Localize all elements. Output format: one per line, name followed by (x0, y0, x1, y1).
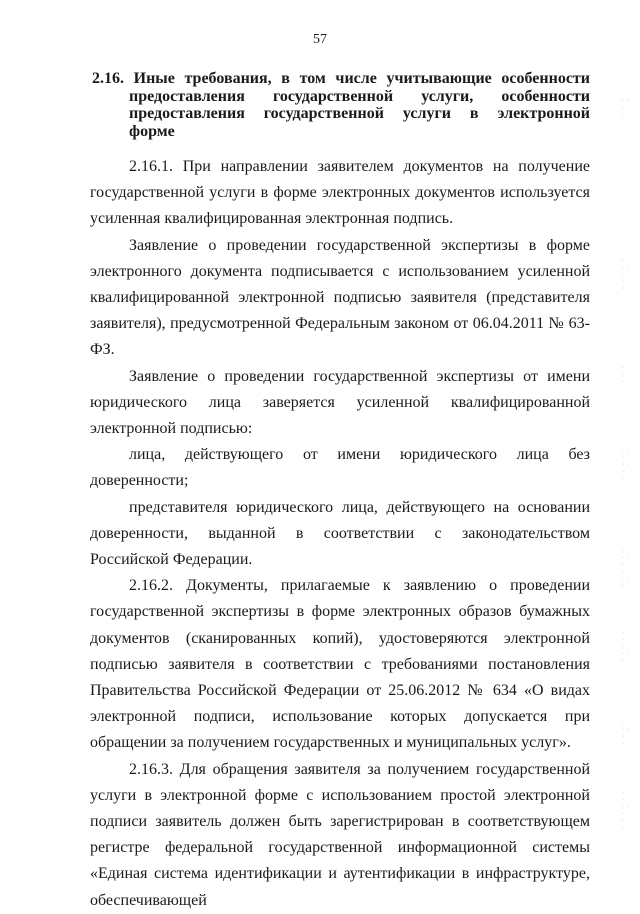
scan-noise: · · · · · · · (622, 448, 631, 482)
paragraph-2-16-1: 2.16.1. При направлении заявителем документов на получение государственной услуги в форме электронных документов используется усиленная квалифицированная электронная подпись. (90, 158, 590, 228)
scan-noise: · · · · · · · (622, 790, 631, 831)
scan-noise: · · · · (622, 98, 631, 118)
paragraph: Заявление о проведении государственной экспертизы от имени юридического лица заверяется усиленной квалифицированной электронной подписью: (90, 367, 590, 438)
paragraph: лица, действующего от имени юридического лица без доверенности; (90, 446, 590, 490)
scan-noise: · · · · · · · · (622, 548, 631, 589)
section-heading (92, 70, 590, 140)
heading-line: форме (129, 122, 175, 140)
heading-line: предоставления государственной услуги в электронной (129, 105, 590, 122)
paragraph-2-16-3: 2.16.3. Для обращения заявителя за получением государственной услуги в электронной форме с использованием простой электронной подписи заявитель должен быть зарегистрирован в соответствующем регистре федеральной государственной информационной системы «Единая система идентификации и аутентификации в инфраструктуре, обеспечивающей (90, 760, 590, 909)
scan-noise: · · · · · · (622, 258, 631, 292)
scan-noise: · · · (622, 365, 625, 385)
scan-noise: · · · · · (622, 720, 631, 747)
heading-line: 2.16. Иные требования, в том числе учитывающие особенности (92, 70, 590, 87)
paragraph-2-16-2: 2.16.2. Документы, прилагаемые к заявлению о проведении государственной экспертизы в форме электронных образов бумажных документов (сканированных копий), удостоверяются электронной подписью заявителя в соответствии с требованиями постановления Правительства Российской Федерации от 25.06.2012 № 634 «О видах электронной подписи, использование которых допускается при обращении за получением государственных и муниципальных услуг». (90, 577, 590, 752)
document-body (90, 154, 590, 914)
paragraph: Заявление о проведении государственной экспертизы в форме электронного документа подписывается с использованием усиленной квалифицированной электронной подписью заявителя (представителя заявителя), предусмотренной Федеральным законом от 06.04.2011 № 63-ФЗ. (90, 236, 590, 359)
scan-noise: · · · · · · (622, 630, 631, 664)
heading-line: предоставления государственной услуги, особенности (129, 87, 590, 105)
page-number: 57 (313, 32, 327, 47)
paragraph: представителя юридического лица, действующего на основании доверенности, выданной в соответствии с законодательством Российской Федерации. (90, 498, 590, 569)
